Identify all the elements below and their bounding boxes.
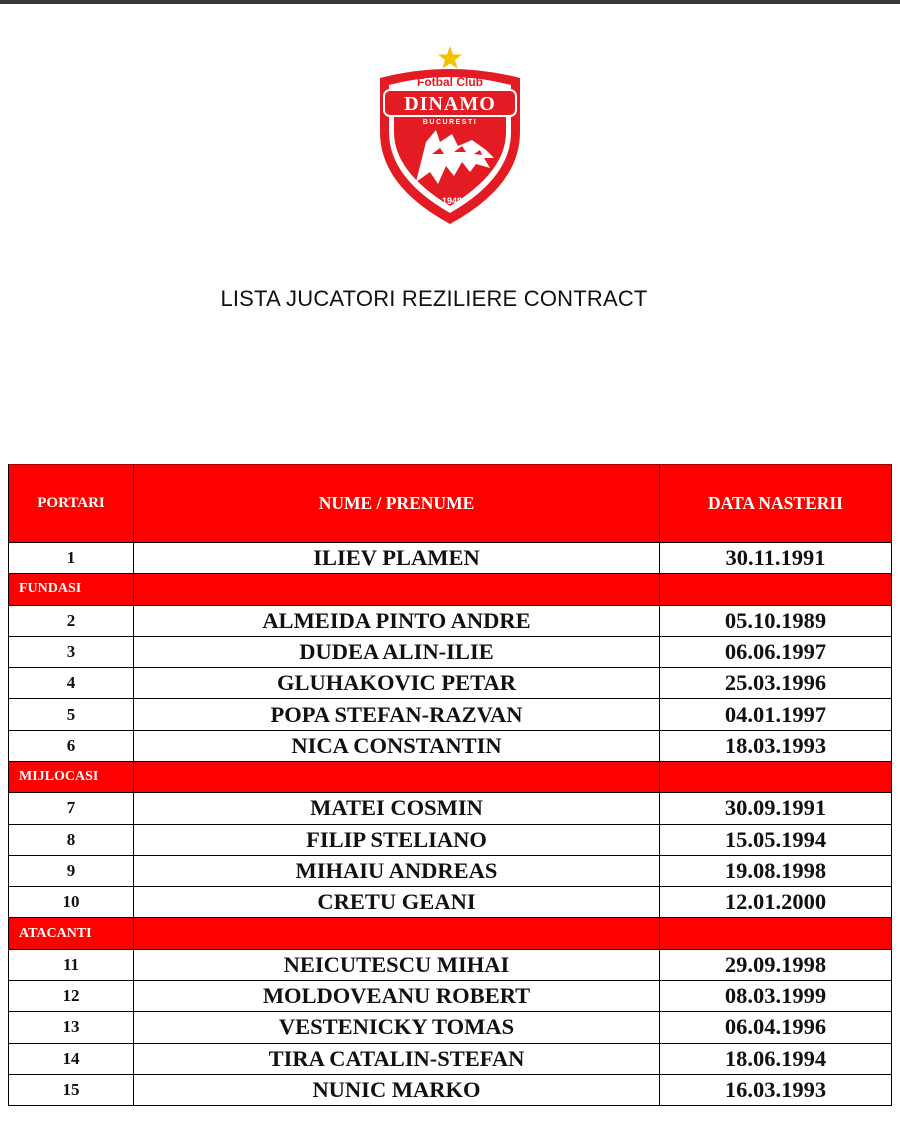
player-name: ILIEV PLAMEN <box>134 542 660 573</box>
table-row <box>9 698 892 729</box>
table-row <box>9 886 892 917</box>
player-birthdate: 30.11.1991 <box>660 542 892 573</box>
table-row <box>9 667 892 698</box>
group-label: ATACANTI <box>9 917 134 948</box>
crest-text-dinamo: DINAMO <box>404 93 496 115</box>
group-label: MIJLOCASI <box>9 761 134 792</box>
table-header-row <box>9 464 892 542</box>
player-name: MOLDOVEANU ROBERT <box>134 980 660 1011</box>
player-number: 9 <box>9 855 134 886</box>
player-name: DUDEA ALIN-ILIE <box>134 636 660 667</box>
player-name: GLUHAKOVIC PETAR <box>134 667 660 698</box>
group-empty-cell <box>660 917 892 948</box>
table-row <box>9 1043 892 1074</box>
table-row <box>9 730 892 761</box>
document-title: LISTA JUCATORI REZILIERE CONTRACT <box>220 286 648 311</box>
player-name: NEICUTESCU MIHAI <box>134 949 660 980</box>
table-row <box>9 636 892 667</box>
star-icon <box>438 46 462 69</box>
player-name: VESTENICKY TOMAS <box>134 1011 660 1042</box>
group-row-mijlocasi <box>9 761 892 792</box>
player-birthdate: 15.05.1994 <box>660 824 892 855</box>
header-name: NUME / PRENUME <box>134 464 660 542</box>
table-row <box>9 855 892 886</box>
player-number: 12 <box>9 980 134 1011</box>
top-border <box>0 0 900 4</box>
player-birthdate: 19.08.1998 <box>660 855 892 886</box>
crest-text-fotbal-club: Fotbal Club <box>417 75 483 89</box>
player-birthdate: 18.06.1994 <box>660 1043 892 1074</box>
group-empty-cell <box>134 761 660 792</box>
player-birthdate: 06.06.1997 <box>660 636 892 667</box>
crest-text-year: 1948 <box>441 196 463 206</box>
player-number: 7 <box>9 792 134 823</box>
player-birthdate: 25.03.1996 <box>660 667 892 698</box>
table-row <box>9 980 892 1011</box>
player-birthdate: 30.09.1991 <box>660 792 892 823</box>
player-name: CRETU GEANI <box>134 886 660 917</box>
player-birthdate: 04.01.1997 <box>660 698 892 729</box>
player-number: 6 <box>9 730 134 761</box>
header-position: PORTARI <box>9 464 134 542</box>
group-empty-cell <box>660 761 892 792</box>
table-row <box>9 1074 892 1105</box>
group-empty-cell <box>134 917 660 948</box>
player-number: 8 <box>9 824 134 855</box>
group-row-fundasi <box>9 573 892 604</box>
player-number: 15 <box>9 1074 134 1105</box>
player-name: TIRA CATALIN-STEFAN <box>134 1043 660 1074</box>
player-birthdate: 18.03.1993 <box>660 730 892 761</box>
player-number: 5 <box>9 698 134 729</box>
group-label: FUNDASI <box>9 573 134 604</box>
group-row-atacanti <box>9 917 892 948</box>
player-number: 4 <box>9 667 134 698</box>
table-row <box>9 542 892 573</box>
crest-text-bucuresti: BUCURESTI <box>422 119 478 126</box>
player-name: NUNIC MARKO <box>134 1074 660 1105</box>
group-empty-cell <box>660 573 892 604</box>
table-row <box>9 949 892 980</box>
player-number: 1 <box>9 542 134 573</box>
player-name: MATEI COSMIN <box>134 792 660 823</box>
player-number: 13 <box>9 1011 134 1042</box>
table-row <box>9 792 892 823</box>
player-name: NICA CONSTANTIN <box>134 730 660 761</box>
dinamo-crest-logo <box>370 44 530 226</box>
table-row <box>9 1011 892 1042</box>
player-birthdate: 08.03.1999 <box>660 980 892 1011</box>
player-birthdate: 16.03.1993 <box>660 1074 892 1105</box>
player-name: MIHAIU ANDREAS <box>134 855 660 886</box>
player-number: 2 <box>9 605 134 636</box>
group-empty-cell <box>134 573 660 604</box>
player-number: 10 <box>9 886 134 917</box>
player-name: FILIP STELIANO <box>134 824 660 855</box>
player-number: 14 <box>9 1043 134 1074</box>
player-birthdate: 05.10.1989 <box>660 605 892 636</box>
player-number: 11 <box>9 949 134 980</box>
player-birthdate: 12.01.2000 <box>660 886 892 917</box>
players-table <box>8 464 892 1106</box>
player-name: POPA STEFAN-RAZVAN <box>134 698 660 729</box>
table-row <box>9 605 892 636</box>
player-birthdate: 29.09.1998 <box>660 949 892 980</box>
player-birthdate: 06.04.1996 <box>660 1011 892 1042</box>
header-birthdate: DATA NASTERII <box>660 464 892 542</box>
player-number: 3 <box>9 636 134 667</box>
player-name: ALMEIDA PINTO ANDRE <box>134 605 660 636</box>
table-row <box>9 824 892 855</box>
